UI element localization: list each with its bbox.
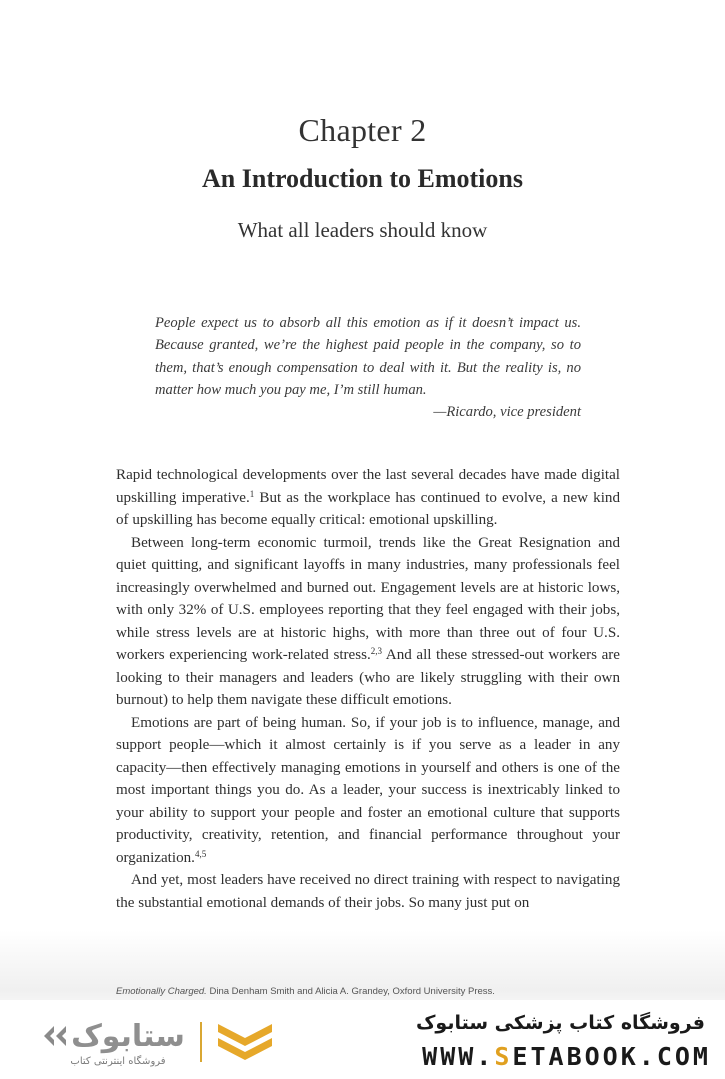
store-url[interactable] bbox=[422, 1042, 711, 1071]
paragraph-3 bbox=[116, 712, 620, 870]
url-rest: ETABOOK.COM bbox=[512, 1042, 711, 1071]
book-stack-icon bbox=[214, 1018, 276, 1068]
url-accent-letter: S bbox=[494, 1042, 513, 1071]
footnote-ref-2-3: 2,3 bbox=[370, 646, 383, 656]
footer-book-title: Emotionally Charged. bbox=[116, 986, 207, 997]
page-footer-citation bbox=[116, 986, 495, 997]
paragraph-2-text-b: And all these stressed-out workers are looking to their managers and leaders (who are likely struggling with their own burnout) to help them navigate these difficult emotions. bbox=[116, 647, 621, 708]
epigraph-attribution: —Ricardo, vice president bbox=[433, 404, 581, 421]
paragraph-1-text-b: But as the workplace has continued to evolve, a new kind of upskilling has become equally critical: emotional upskilling. bbox=[116, 489, 621, 528]
setabook-logo-text bbox=[38, 1016, 188, 1056]
store-name: فروشگاه کتاب پزشکی ستابوک bbox=[415, 1012, 705, 1034]
paragraph-2 bbox=[116, 532, 620, 712]
chapter-label: Chapter 2 bbox=[298, 112, 427, 148]
url-prefix: WWW. bbox=[422, 1042, 495, 1071]
logo-subtitle: فروشگاه اینترنتی کتاب bbox=[70, 1056, 166, 1067]
paragraph-1-text-a: Rapid technological developments over the last several decades have made digital upskilling imperative. bbox=[116, 467, 620, 506]
epigraph bbox=[155, 312, 581, 423]
footnote-ref-4-5: 4,5 bbox=[194, 848, 207, 859]
banner-divider bbox=[200, 1022, 202, 1062]
body-text bbox=[116, 464, 620, 914]
chapter-subtitle: What all leaders should know bbox=[237, 218, 488, 242]
epigraph-quote: People expect us to absorb all this emotion as if it doesn’t impact us. Because granted, we’re the highest paid people in the company, so to them, that’s enough compensation to deal with it. But the reality is, no matter how much you pay me, I’m still human. bbox=[155, 315, 581, 398]
paragraph-4: And yet, most leaders have received no direct training with respect to navigating the substantial emotional demands of their jobs. So many just put on bbox=[116, 872, 620, 911]
footer-credit: Dina Denham Smith and Alicia A. Grandey, Oxford University Press. bbox=[206, 986, 495, 997]
footnote-ref-1: 1 bbox=[249, 488, 255, 499]
paragraph-2-text-a: Between long-term economic turmoil, trends like the Great Resignation and quiet quitting, and significant layoffs in many industries, many professionals feel increasingly overwhelmed and burned out. Engagement levels are at historic lows, with only 32% of U.S. employees reporting that they feel engaged with their jobs, while stress levels are at historic highs, with more than three out of four U.S. workers experiencing work-related stress. bbox=[116, 534, 620, 663]
paragraph-1 bbox=[116, 464, 620, 532]
logo-wordmark: ستابوک bbox=[71, 1019, 185, 1054]
chapter-title: An Introduction to Emotions bbox=[202, 164, 523, 193]
paragraph-3-text-a: Emotions are part of being human. So, if your job is to influence, manage, and support people—which it almost certainly is if you serve as a leader in any capacity—then effectively managing emotions in yourself and others is one of the most important things you do. As a leader, your success is inextricably linked to your ability to support your people and foster an emotional culture that supports productivity, creativity, retention, and financial performance throughout your organization. bbox=[116, 714, 620, 866]
